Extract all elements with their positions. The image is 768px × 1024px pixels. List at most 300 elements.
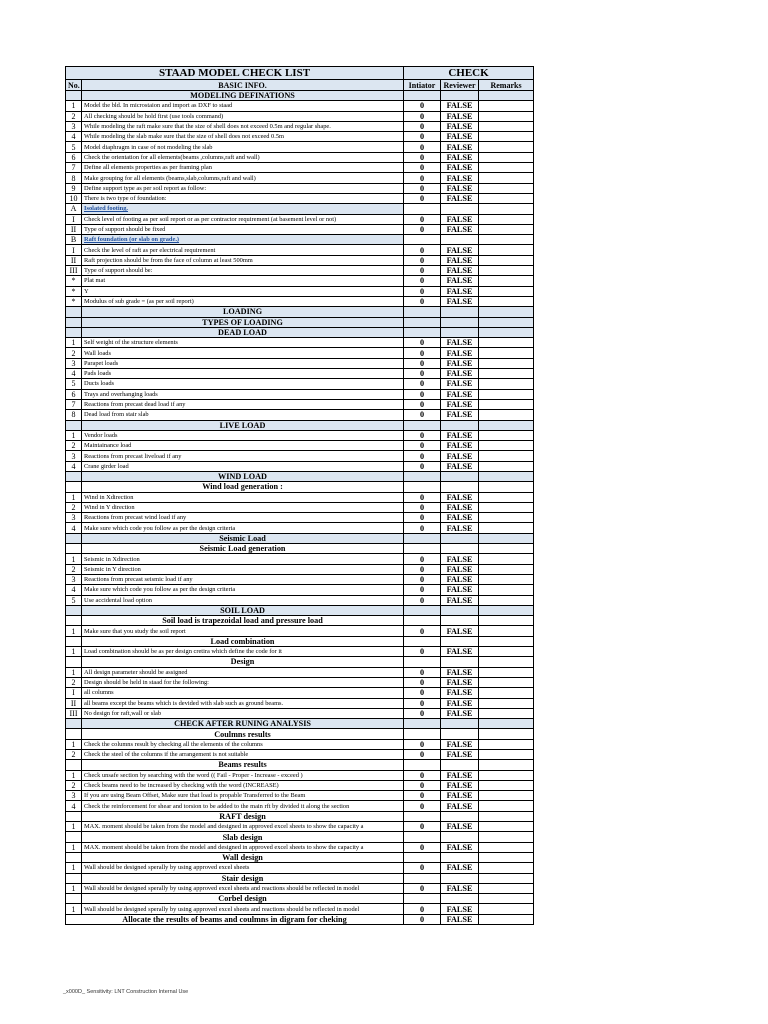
highlight-text: Raft foundation (or slab on grade.): [82, 235, 404, 245]
remarks-cell: [479, 183, 534, 193]
section-title: CHECK AFTER RUNING ANALYSIS: [82, 719, 404, 729]
initiator-value: 0: [404, 698, 441, 708]
remarks-cell: [479, 399, 534, 409]
checklist-item-row: [66, 266, 534, 276]
initiator-cell: [404, 235, 441, 245]
remarks-cell: [479, 132, 534, 142]
row-number: 4: [66, 461, 82, 471]
checklist-item-row: [66, 842, 534, 852]
checklist-item-row: [66, 173, 534, 183]
row-number: I: [66, 245, 82, 255]
row-number: 1: [66, 338, 82, 348]
row-number: 1: [66, 863, 82, 873]
item-description: Wall should be designed sperally by using approved excel sheets and reactions should be reflected in model: [82, 883, 404, 893]
item-description: Wind in Xdirection: [82, 492, 404, 502]
remarks-cell: [479, 255, 534, 265]
checklist-item-row: [66, 461, 534, 471]
initiator-cell: [404, 894, 441, 904]
checklist-item-row: [66, 780, 534, 790]
initiator-value: 0: [404, 245, 441, 255]
row-number: 4: [66, 801, 82, 811]
checklist-item-row: [66, 698, 534, 708]
checklist-item-row: [66, 101, 534, 111]
checklist-table: [65, 66, 534, 925]
row-number-cell: [66, 852, 82, 862]
row-number: 9: [66, 183, 82, 193]
reviewer-value: FALSE: [441, 554, 479, 564]
initiator-cell: [404, 719, 441, 729]
subsection-header-row: [66, 729, 534, 739]
remarks-cell: [479, 266, 534, 276]
row-number: II: [66, 255, 82, 265]
checklist-item-row: [66, 296, 534, 306]
reviewer-cell: [441, 533, 479, 543]
item-description: There is two type of foundation:: [82, 193, 404, 203]
reviewer-value: FALSE: [441, 770, 479, 780]
initiator-value: 0: [404, 441, 441, 451]
remarks-cell: [479, 883, 534, 893]
item-description: Design should be held in staad for the following:: [82, 677, 404, 687]
checklist-item-row: [66, 595, 534, 605]
subsection-title: Stair design: [82, 873, 404, 883]
section-header-row: [66, 327, 534, 337]
subsection-header-row: [66, 894, 534, 904]
remarks-cell: [479, 369, 534, 379]
reviewer-value: FALSE: [441, 513, 479, 523]
checklist-item-row: [66, 224, 534, 234]
initiator-value: 0: [404, 739, 441, 749]
item-description: While modeling the slab make sure that the size of shell does not exceed 0.5m: [82, 132, 404, 142]
reviewer-value: FALSE: [441, 585, 479, 595]
initiator-value: 0: [404, 163, 441, 173]
subsection-title: Seismic Load generation: [82, 544, 404, 554]
reviewer-value: FALSE: [441, 451, 479, 461]
initiator-value: 0: [404, 750, 441, 760]
section-header-row: [66, 317, 534, 327]
remarks-cell: [479, 163, 534, 173]
initiator-value: 0: [404, 101, 441, 111]
reviewer-value: FALSE: [441, 214, 479, 224]
checklist-item-row: [66, 585, 534, 595]
initiator-cell: [404, 533, 441, 543]
initiator-cell: [404, 657, 441, 667]
remarks-cell: [479, 842, 534, 852]
item-description: If you are using Beam Offset, Make sure that load is propable Transferred to the Beam: [82, 791, 404, 801]
initiator-value: 0: [404, 822, 441, 832]
subsection-header-row: [66, 852, 534, 862]
item-description: MAX. moment should be taken from the model and designed in approved excel sheets to show the capacity a: [82, 842, 404, 852]
remarks-cell: [479, 533, 534, 543]
reviewer-value: FALSE: [441, 698, 479, 708]
remarks-cell: [479, 904, 534, 914]
checklist-item-row: [66, 904, 534, 914]
item-description: all beams except the beams which is devided with slab such as ground beams.: [82, 698, 404, 708]
remarks-cell: [479, 811, 534, 821]
initiator-value: 0: [404, 276, 441, 286]
remarks-cell: [479, 791, 534, 801]
reviewer-value: FALSE: [441, 389, 479, 399]
row-number: 3: [66, 121, 82, 131]
reviewer-value: FALSE: [441, 780, 479, 790]
initiator-value: 0: [404, 296, 441, 306]
checklist-item-row: [66, 554, 534, 564]
row-number-cell: [66, 657, 82, 667]
reviewer-cell: [441, 719, 479, 729]
reviewer-cell: [441, 729, 479, 739]
remarks-cell: [479, 894, 534, 904]
checklist-item-row: [66, 276, 534, 286]
item-description: Parapet loads: [82, 358, 404, 368]
initiator-value: 0: [404, 183, 441, 193]
remarks-cell: [479, 822, 534, 832]
initiator-cell: [404, 636, 441, 646]
remarks-cell: [479, 338, 534, 348]
section-header-row: [66, 605, 534, 615]
row-number-cell: [66, 616, 82, 626]
remarks-cell: [479, 441, 534, 451]
initiator-value: 0: [404, 647, 441, 657]
reviewer-value: FALSE: [441, 369, 479, 379]
remarks-cell: [479, 152, 534, 162]
remarks-cell: [479, 111, 534, 121]
item-description: Reactions from precast liveload if any: [82, 451, 404, 461]
remarks-cell: [479, 142, 534, 152]
initiator-value: 0: [404, 461, 441, 471]
section-header-row: [66, 91, 534, 101]
section-title: SOIL LOAD: [82, 605, 404, 615]
remarks-cell: [479, 729, 534, 739]
subsection-header-row: [66, 636, 534, 646]
item-description: Load combination should be as per design cretira which define the code for it: [82, 647, 404, 657]
remarks-cell: [479, 471, 534, 481]
remarks-cell: [479, 451, 534, 461]
initiator-value: 0: [404, 255, 441, 265]
item-description: Vendor loads: [82, 430, 404, 440]
initiator-value: 0: [404, 708, 441, 718]
remarks-cell: [479, 430, 534, 440]
remarks-cell: [479, 667, 534, 677]
subsection-title: Design: [82, 657, 404, 667]
subsection-title: Load combination: [82, 636, 404, 646]
row-number-cell: [66, 471, 82, 481]
subsection-title: Corbel design: [82, 894, 404, 904]
row-number-cell: [66, 544, 82, 554]
row-number-cell: [66, 636, 82, 646]
row-number: 4: [66, 132, 82, 142]
row-number: 2: [66, 348, 82, 358]
col-reviewer-header: Reviewer: [441, 80, 479, 91]
checklist-item-row: [66, 801, 534, 811]
row-number: *: [66, 276, 82, 286]
checklist-item-row: [66, 132, 534, 142]
remarks-cell: [479, 647, 534, 657]
initiator-value: 0: [404, 780, 441, 790]
row-number: 1: [66, 822, 82, 832]
item-description: Reactions from precast dead load if any: [82, 399, 404, 409]
reviewer-cell: [441, 605, 479, 615]
summary-text: Allocate the results of beams and coulmns in digram for cheking: [66, 914, 404, 924]
initiator-value: 0: [404, 842, 441, 852]
checklist-item-row: [66, 399, 534, 409]
row-number-cell: [66, 719, 82, 729]
checklist-item-row: [66, 502, 534, 512]
row-number: 3: [66, 574, 82, 584]
checklist-item-row: [66, 379, 534, 389]
row-number: III: [66, 266, 82, 276]
section-title: LOADING: [82, 307, 404, 317]
reviewer-value: FALSE: [441, 574, 479, 584]
reviewer-value: FALSE: [441, 121, 479, 131]
remarks-cell: [479, 657, 534, 667]
subsection-header-row: [66, 811, 534, 821]
checklist-body: [66, 67, 534, 925]
row-number-cell: [66, 91, 82, 101]
subsection-title: Wall design: [82, 852, 404, 862]
remarks-cell: [479, 863, 534, 873]
remarks-cell: [479, 173, 534, 183]
remarks-cell: [479, 389, 534, 399]
initiator-cell: [404, 482, 441, 492]
remarks-cell: [479, 513, 534, 523]
section-header-row: [66, 533, 534, 543]
checklist-item-row: [66, 677, 534, 687]
remarks-cell: [479, 708, 534, 718]
initiator-cell: [404, 307, 441, 317]
title-row: [66, 67, 534, 80]
reviewer-value: FALSE: [441, 677, 479, 687]
reviewer-value: FALSE: [441, 492, 479, 502]
section-title: LIVE LOAD: [82, 420, 404, 430]
subsection-header-row: [66, 760, 534, 770]
initiator-value: 0: [404, 266, 441, 276]
initiator-cell: [404, 420, 441, 430]
reviewer-value: FALSE: [441, 523, 479, 533]
row-number: 2: [66, 564, 82, 574]
checklist-item-row: [66, 574, 534, 584]
item-description: Seismic in Xdirection: [82, 554, 404, 564]
row-number: 3: [66, 451, 82, 461]
item-description: Reactions from precast wind load if any: [82, 513, 404, 523]
initiator-cell: [404, 317, 441, 327]
reviewer-cell: [441, 616, 479, 626]
row-number: 1: [66, 883, 82, 893]
remarks-cell: [479, 780, 534, 790]
row-number: 1: [66, 647, 82, 657]
initiator-value: 0: [404, 688, 441, 698]
remarks-cell: [479, 492, 534, 502]
row-number-cell: [66, 894, 82, 904]
reviewer-value: FALSE: [441, 842, 479, 852]
remarks-cell: [479, 688, 534, 698]
row-number: 1: [66, 770, 82, 780]
reviewer-value: FALSE: [441, 430, 479, 440]
initiator-value: 0: [404, 523, 441, 533]
checklist-item-row: [66, 245, 534, 255]
checklist-item-row: [66, 647, 534, 657]
reviewer-cell: [441, 657, 479, 667]
row-number: 3: [66, 358, 82, 368]
reviewer-value: FALSE: [441, 914, 479, 924]
row-number: 1: [66, 626, 82, 636]
initiator-value: 0: [404, 399, 441, 409]
reviewer-cell: [441, 852, 479, 862]
row-number: 6: [66, 152, 82, 162]
remarks-cell: [479, 286, 534, 296]
checklist-item-row: [66, 338, 534, 348]
remarks-cell: [479, 801, 534, 811]
checklist-item-row: [66, 739, 534, 749]
reviewer-value: FALSE: [441, 883, 479, 893]
initiator-value: 0: [404, 770, 441, 780]
checklist-item-row: [66, 492, 534, 502]
reviewer-cell: [441, 420, 479, 430]
reviewer-value: FALSE: [441, 193, 479, 203]
item-description: Check beams need to be increased by checking with the word (INCREASE): [82, 780, 404, 790]
remarks-cell: [479, 595, 534, 605]
reviewer-cell: [441, 636, 479, 646]
item-description: Wall should be designed sperally by using approved excel sheets: [82, 863, 404, 873]
item-description: Wall loads: [82, 348, 404, 358]
reviewer-value: FALSE: [441, 399, 479, 409]
initiator-value: 0: [404, 513, 441, 523]
reviewer-value: FALSE: [441, 266, 479, 276]
row-number: 2: [66, 441, 82, 451]
remarks-cell: [479, 852, 534, 862]
reviewer-cell: [441, 894, 479, 904]
remarks-cell: [479, 616, 534, 626]
reviewer-value: FALSE: [441, 132, 479, 142]
remarks-cell: [479, 564, 534, 574]
remarks-cell: [479, 224, 534, 234]
remarks-cell: [479, 461, 534, 471]
section-title: Seismic Load: [82, 533, 404, 543]
initiator-cell: [404, 204, 441, 214]
initiator-value: 0: [404, 152, 441, 162]
initiator-value: 0: [404, 286, 441, 296]
initiator-cell: [404, 327, 441, 337]
row-number-cell: [66, 420, 82, 430]
row-number: 3: [66, 791, 82, 801]
reviewer-value: FALSE: [441, 647, 479, 657]
reviewer-cell: [441, 235, 479, 245]
reviewer-cell: [441, 873, 479, 883]
item-description: Check unsafe section by searching with the word (( Fail - Proper - Increase - exceed ): [82, 770, 404, 780]
reviewer-cell: [441, 832, 479, 842]
remarks-cell: [479, 307, 534, 317]
row-number-cell: [66, 729, 82, 739]
reviewer-cell: [441, 760, 479, 770]
item-description: Make sure that you study the soil report: [82, 626, 404, 636]
section-title: WIND LOAD: [82, 471, 404, 481]
initiator-value: 0: [404, 358, 441, 368]
remarks-cell: [479, 214, 534, 224]
checklist-item-row: [66, 255, 534, 265]
checklist-item-row: [66, 183, 534, 193]
row-number: II: [66, 224, 82, 234]
checklist-item-row: [66, 286, 534, 296]
row-number: 1: [66, 430, 82, 440]
row-number: 10: [66, 193, 82, 203]
remarks-cell: [479, 698, 534, 708]
reviewer-cell: [441, 544, 479, 554]
reviewer-value: FALSE: [441, 163, 479, 173]
checklist-item-row: [66, 523, 534, 533]
row-number: 1: [66, 101, 82, 111]
subsection-title: Soil load is trapezoidal load and pressure load: [82, 616, 404, 626]
section-header-row: [66, 471, 534, 481]
remarks-cell: [479, 420, 534, 430]
reviewer-value: FALSE: [441, 750, 479, 760]
reviewer-value: FALSE: [441, 255, 479, 265]
initiator-cell: [404, 605, 441, 615]
item-description: Self weight of the structure elements: [82, 338, 404, 348]
row-number: 1: [66, 904, 82, 914]
subsection-header-row: [66, 482, 534, 492]
column-header-row: [66, 80, 534, 91]
initiator-cell: [404, 873, 441, 883]
initiator-value: 0: [404, 791, 441, 801]
remarks-cell: [479, 585, 534, 595]
checklist-item-row: [66, 389, 534, 399]
reviewer-cell: [441, 811, 479, 821]
reviewer-value: FALSE: [441, 904, 479, 914]
initiator-value: 0: [404, 595, 441, 605]
reviewer-cell: [441, 482, 479, 492]
reviewer-value: FALSE: [441, 739, 479, 749]
remarks-cell: [479, 193, 534, 203]
remarks-cell: [479, 873, 534, 883]
checklist-item-row: [66, 513, 534, 523]
item-description: Crane girder load: [82, 461, 404, 471]
remarks-cell: [479, 276, 534, 286]
row-number: 4: [66, 369, 82, 379]
remarks-cell: [479, 317, 534, 327]
initiator-value: 0: [404, 667, 441, 677]
initiator-value: 0: [404, 111, 441, 121]
checklist-item-row: [66, 688, 534, 698]
row-number: 4: [66, 523, 82, 533]
remarks-cell: [479, 121, 534, 131]
initiator-value: 0: [404, 338, 441, 348]
row-number: 5: [66, 595, 82, 605]
remarks-cell: [479, 358, 534, 368]
row-number: 2: [66, 750, 82, 760]
row-number-cell: [66, 873, 82, 883]
remarks-cell: [479, 523, 534, 533]
reviewer-value: FALSE: [441, 101, 479, 111]
item-description: Model the bld. In microstaion and import as DXF to staad: [82, 101, 404, 111]
row-number: I: [66, 214, 82, 224]
initiator-value: 0: [404, 193, 441, 203]
item-description: all columns: [82, 688, 404, 698]
reviewer-cell: [441, 317, 479, 327]
subsection-title: Wind load generation :: [82, 482, 404, 492]
reviewer-value: FALSE: [441, 276, 479, 286]
item-description: Dead load from stair slab: [82, 410, 404, 420]
initiator-value: 0: [404, 585, 441, 595]
row-number: 3: [66, 513, 82, 523]
initiator-value: 0: [404, 348, 441, 358]
remarks-cell: [479, 554, 534, 564]
row-number: 7: [66, 163, 82, 173]
reviewer-value: FALSE: [441, 296, 479, 306]
check-header: CHECK: [404, 67, 534, 80]
section-header-row: [66, 420, 534, 430]
initiator-cell: [404, 852, 441, 862]
row-number: 1: [66, 667, 82, 677]
item-description: All design parameter should be assigned: [82, 667, 404, 677]
row-number: 5: [66, 379, 82, 389]
